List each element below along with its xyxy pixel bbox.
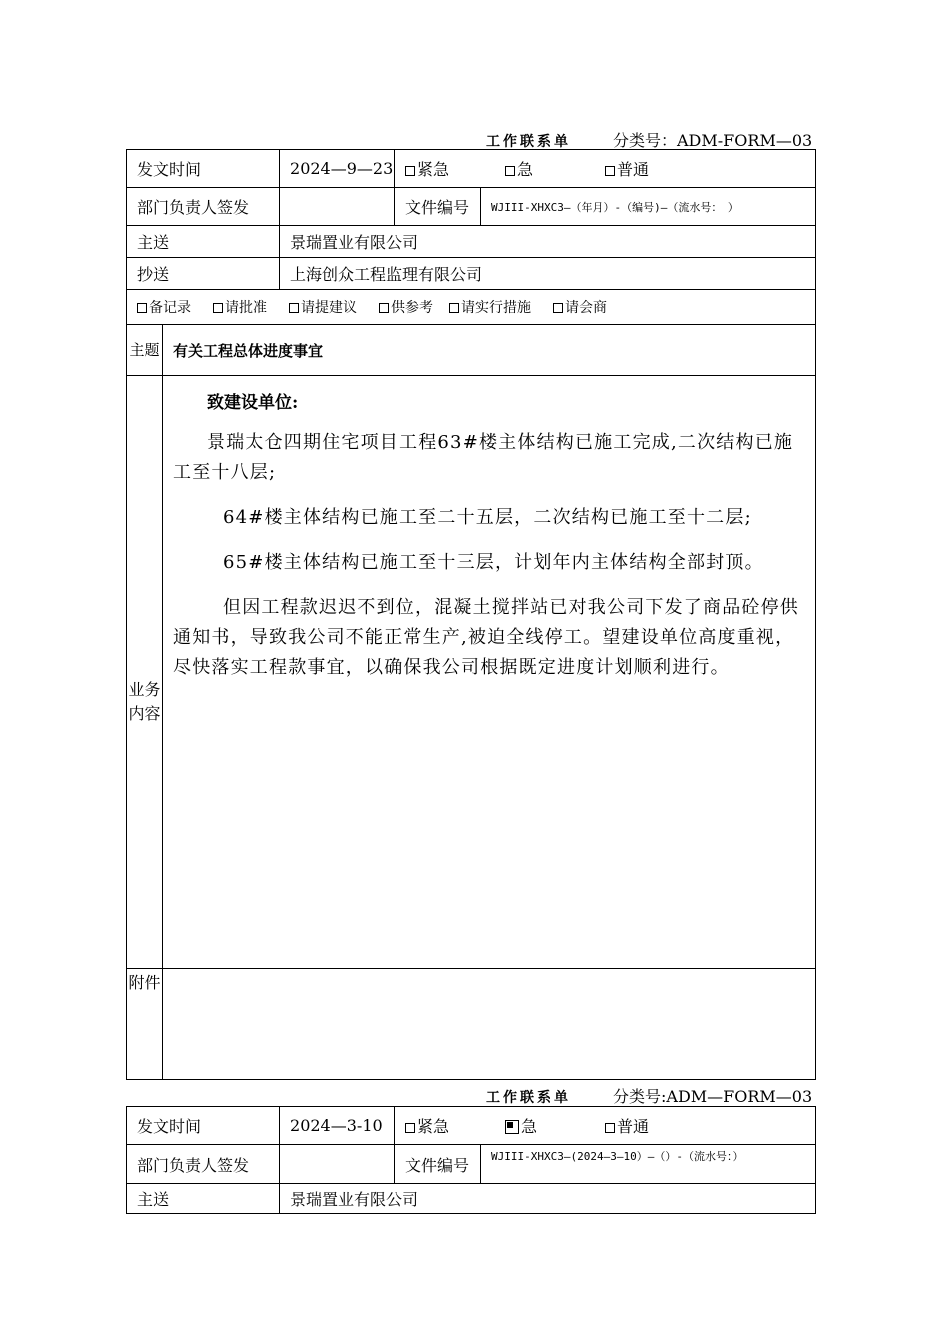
form2-row-to — [127, 1184, 816, 1214]
form1-row-signer — [127, 188, 816, 226]
form1-header — [486, 128, 812, 151]
to-label: 主送 — [127, 226, 280, 258]
urgency-group — [395, 150, 816, 188]
checkbox-icon — [405, 166, 415, 176]
subject-label: 主题 — [127, 325, 163, 376]
body-content — [163, 376, 816, 969]
checkbox-icon — [605, 166, 615, 176]
checkbox-icon — [405, 1123, 415, 1133]
form1-row-send-time — [127, 150, 816, 188]
form1-code: 分类号：ADM-FORM—03 — [613, 131, 813, 150]
signer-value[interactable] — [280, 188, 395, 226]
form2-header — [486, 1084, 812, 1107]
urgency-rush[interactable]: 急 — [505, 1114, 605, 1137]
action-suggest[interactable]: 请提建议 — [289, 300, 357, 316]
attachment-label: 附件 — [127, 969, 163, 1080]
subject-value: 有关工程总体进度事宜 — [163, 325, 816, 376]
body-para-4: 但因工程款迟迟不到位，混凝土搅拌站已对我公司下发了商品砼停供通知书，导致我公司不能正常生产,被迫全线停工。望建设单位高度重视，尽快落实工程款事宜，以确保我公司根据既定进度计划顺利进行。 — [173, 597, 799, 678]
file-no-value: WJIII-XHXC3—(2024—3—10）—（）-（流水号：） — [481, 1145, 816, 1184]
checked-checkbox-icon — [505, 1120, 519, 1134]
body-para-2: 64#楼主体结构已施工至二十五层，二次结构已施工至十二层; — [223, 507, 752, 528]
send-time-label: 发文时间 — [127, 150, 280, 188]
body-label: 业务内容 — [127, 376, 163, 969]
form1-table — [126, 149, 816, 1080]
urgency-urgent[interactable]: 紧急 — [405, 1114, 505, 1137]
file-no-value: WJIII-XHXC3—（年月）-（编号)—（流水号： ） — [481, 188, 816, 226]
form1-row-actions — [127, 290, 816, 325]
checkbox-icon — [449, 303, 459, 313]
checkbox-icon — [379, 303, 389, 313]
form2-row-signer — [127, 1145, 816, 1184]
action-checkboxes — [127, 290, 816, 325]
cc-value: 上海创众工程监理有限公司 — [280, 258, 816, 290]
body-para-1: 景瑞太仓四期住宅项目工程63#楼主体结构已施工完成,二次结构已施工至十八层; — [173, 432, 794, 483]
urgency-normal[interactable]: 普通 — [605, 1117, 649, 1136]
checkbox-icon — [213, 303, 223, 313]
signer-label: 部门负责人签发 — [127, 188, 280, 226]
form1-row-attachment — [127, 969, 816, 1080]
form2-code: 分类号:ADM—FORM—03 — [613, 1087, 813, 1106]
checkbox-icon — [553, 303, 563, 313]
attachment-value[interactable] — [163, 969, 816, 1080]
file-no-label: 文件编号 — [395, 188, 481, 226]
form1-row-subject — [127, 325, 816, 376]
to-label: 主送 — [127, 1184, 280, 1214]
send-time-value: 2024—3-10 — [280, 1107, 395, 1145]
action-implement[interactable]: 请实行措施 — [449, 300, 531, 316]
urgency-normal[interactable]: 普通 — [605, 160, 649, 179]
form2-table — [126, 1106, 816, 1214]
body-para-3: 65#楼主体结构已施工至十三层，计划年内主体结构全部封顶。 — [223, 552, 764, 573]
action-consult[interactable]: 请会商 — [553, 300, 607, 316]
form2-row-send-time — [127, 1107, 816, 1145]
urgency-urgent[interactable]: 紧急 — [405, 157, 505, 180]
action-record[interactable]: 备记录 — [137, 300, 191, 316]
signer-label: 部门负责人签发 — [127, 1145, 280, 1184]
urgency-rush[interactable]: 急 — [505, 157, 605, 180]
checkbox-icon — [137, 303, 147, 313]
form2-title: 工作联系单 — [486, 1090, 571, 1106]
file-no-label: 文件编号 — [395, 1145, 481, 1184]
checkbox-icon — [605, 1123, 615, 1133]
action-approve[interactable]: 请批准 — [213, 300, 267, 316]
to-value: 景瑞置业有限公司 — [280, 1184, 816, 1214]
checkbox-icon — [289, 303, 299, 313]
to-value: 景瑞置业有限公司 — [280, 226, 816, 258]
form1-row-cc — [127, 258, 816, 290]
cc-label: 抄送 — [127, 258, 280, 290]
send-time-value: 2024—9—23 — [280, 150, 395, 188]
action-reference[interactable]: 供参考 — [379, 300, 433, 316]
urgency-group — [395, 1107, 816, 1145]
checkbox-icon — [505, 166, 515, 176]
send-time-label: 发文时间 — [127, 1107, 280, 1145]
form1-title: 工作联系单 — [486, 134, 571, 150]
form1-row-body — [127, 376, 816, 969]
form1-row-to — [127, 226, 816, 258]
signer-value[interactable] — [280, 1145, 395, 1184]
body-greeting: 致建设单位: — [207, 393, 299, 413]
